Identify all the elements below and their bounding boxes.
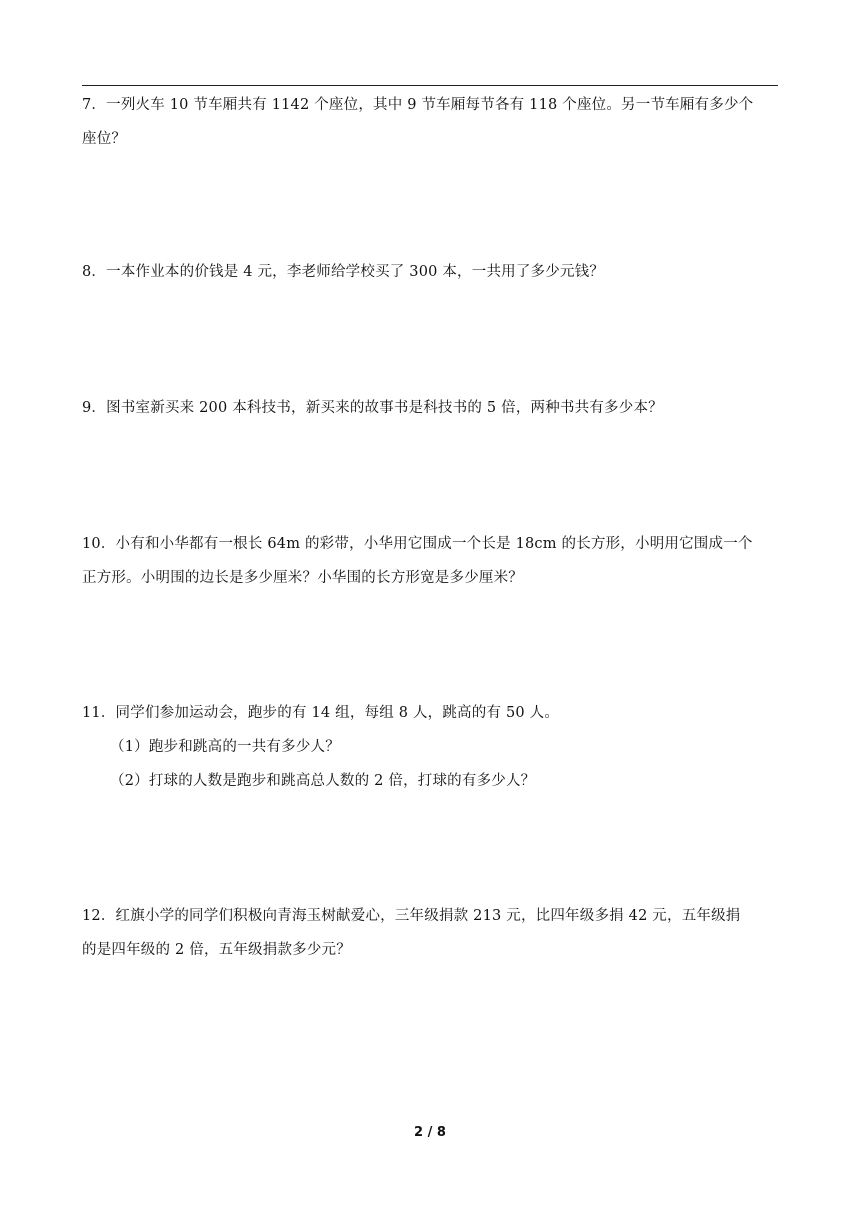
problem-11-subquestion-1: （1）跑步和跳高的一共有多少人？ — [110, 739, 340, 755]
page-number: 2 / 8 — [414, 1125, 446, 1140]
problem-12-line-2: 的是四年级的 2 倍，五年级捐款多少元？ — [82, 942, 351, 958]
problem-8-line-1: 8．一本作业本的价钱是 4 元，李老师给学校买了 300 本，一共用了多少元钱？ — [82, 264, 605, 280]
problem-11-subquestion-2: （2）打球的人数是跑步和跳高总人数的 2 倍，打球的有多少人？ — [110, 773, 536, 789]
problem-12-line-1: 12．红旗小学的同学们积极向青海玉树献爱心，三年级捐款 213 元，比四年级多捐 42 元，五年级捐 — [82, 908, 741, 924]
problem-10-line-2: 正方形。小明围的边长是多少厘米？小华围的长方形宽是多少厘米？ — [82, 570, 523, 586]
header-rule — [82, 85, 778, 86]
problem-9-line-1: 9．图书室新买来 200 本科技书，新买来的故事书是科技书的 5 倍，两种书共有多少本？ — [82, 400, 663, 416]
problem-11-line-1: 11．同学们参加运动会，跑步的有 14 组，每组 8 人，跳高的有 50 人。 — [82, 705, 560, 721]
problem-7-line-1: 7．一列火车 10 节车厢共有 1142 个座位，其中 9 节车厢每节各有 118 个座位。另一节车厢有多少个 — [82, 97, 754, 113]
problem-7-line-2: 座位？ — [82, 131, 127, 147]
problem-10-line-1: 10．小有和小华都有一根长 64m 的彩带，小华用它围成一个长是 18cm 的长方形，小明用它围成一个 — [82, 536, 753, 552]
